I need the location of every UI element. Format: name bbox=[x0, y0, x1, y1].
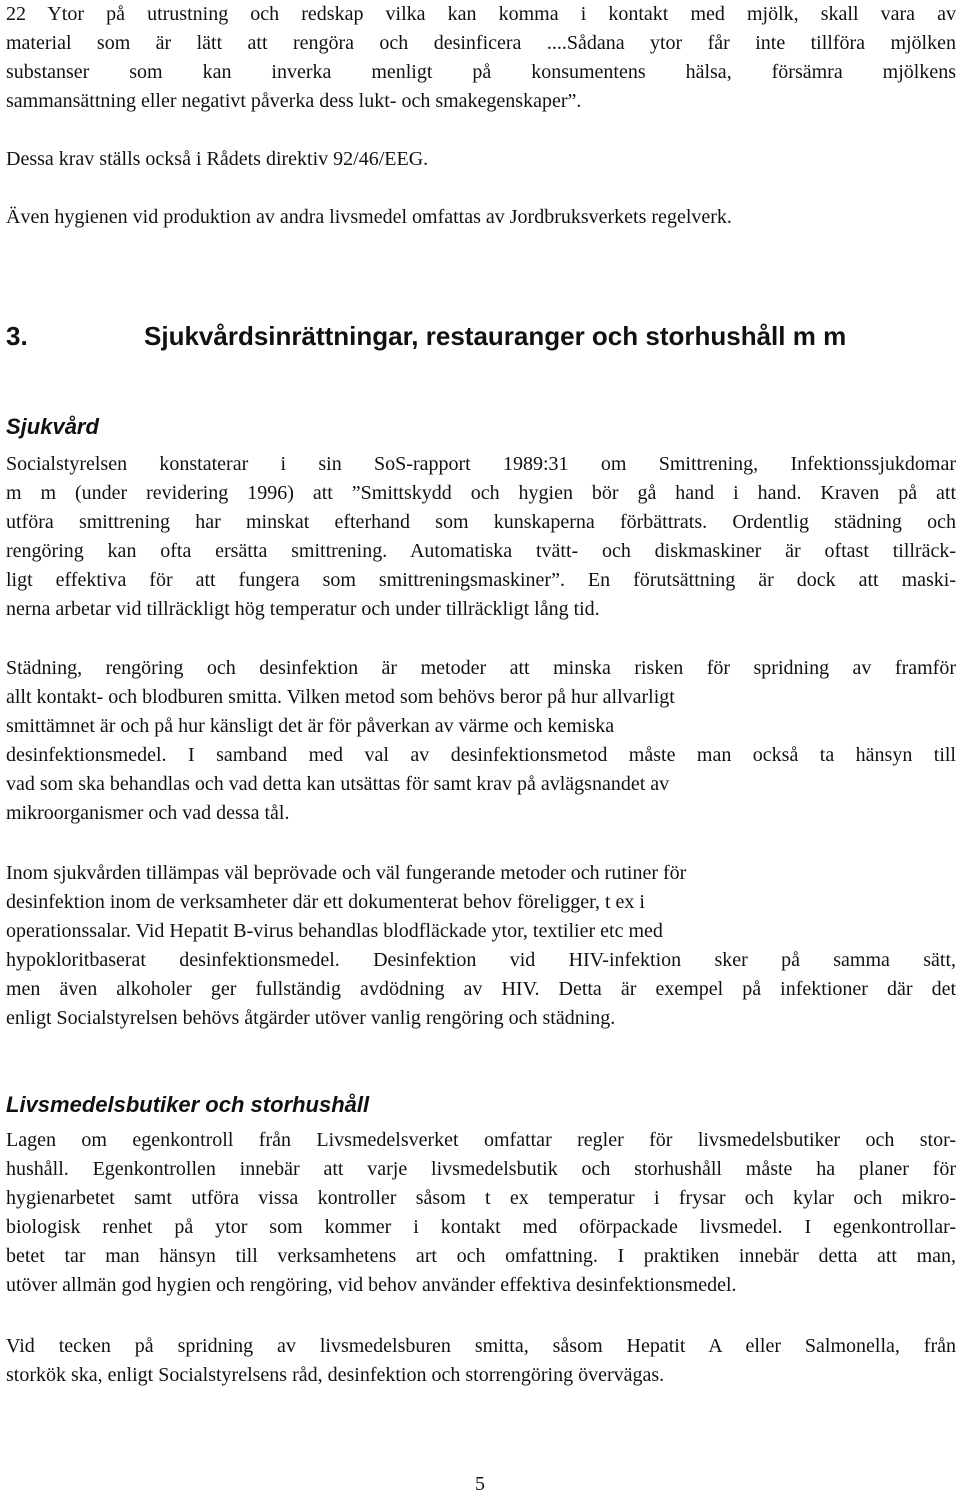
section-heading bbox=[6, 320, 846, 352]
page-number: 5 bbox=[475, 1473, 485, 1495]
subheading-livsmedelsbutiker: Livsmedelsbutiker och storhushåll bbox=[6, 1092, 370, 1117]
text-line: betet tar man hänsyn till verksamhetens art och omfattning. I praktiken innebär detta att man, bbox=[6, 1245, 956, 1267]
text-line: hypokloritbaserat desinfektionsmedel. Desinfektion vid HIV-infektion sker på samma sätt, bbox=[6, 949, 956, 971]
text-line: Vid tecken på spridning av livsmedelsburen smitta, såsom Hepatit A eller Salmonella, från bbox=[6, 1335, 956, 1357]
text-line: men även alkoholer ger fullständig avdödning av HIV. Detta är exempel på infektioner där det bbox=[6, 978, 956, 1000]
paragraph-sjukvarden-metoder bbox=[6, 859, 956, 1033]
paragraph-regulation-quote bbox=[6, 0, 956, 116]
text-line: utföra smittrening har minskat efterhand som kunskaperna förbättrats. Ordentlig städning och bbox=[6, 511, 956, 533]
paragraph-stadning bbox=[6, 654, 956, 828]
paragraph-egenkontroll bbox=[6, 1126, 956, 1300]
text-line: enligt Socialstyrelsen behövs åtgärder utöver vanlig rengöring och städning. bbox=[6, 1007, 616, 1029]
text-line: desinfektion inom de verksamheter där ett dokumenterat behov föreligger, t ex i bbox=[6, 891, 645, 913]
text-line: allt kontakt- och blodburen smitta. Vilken metod som behövs beror på hur allvarligt bbox=[6, 686, 675, 708]
paragraph-sos-rapport bbox=[6, 450, 956, 624]
text-line: hushåll. Egenkontrollen innebär att varje livsmedelsbutik och storhushåll måste ha planer för bbox=[6, 1158, 956, 1180]
text-line: mikroorganismer och vad dessa tål. bbox=[6, 802, 290, 824]
text-line: rengöring kan ofta ersätta smittrening. Automatiska tvätt- och diskmaskiner är oftast tillräck- bbox=[6, 540, 956, 562]
paragraph-directive bbox=[6, 145, 956, 174]
text-line: m m (under revidering 1996) att ”Smittskydd och hygien bör gå hand i hand. Kraven på att bbox=[6, 482, 956, 504]
text-line: Lagen om egenkontroll från Livsmedelsverket omfattar regler för livsmedelsbutiker och stor- bbox=[6, 1129, 956, 1151]
text-line: material som är lätt att rengöra och desinficera ....Sådana ytor får inte tillföra mjölken bbox=[6, 32, 956, 54]
text-line: Inom sjukvården tillämpas väl beprövade och väl fungerande metoder och rutiner för bbox=[6, 862, 687, 884]
text-line: Städning, rengöring och desinfektion är metoder att minska risken för spridning av framför bbox=[6, 657, 956, 679]
text-line: sammansättning eller negativt påverka dess lukt- och smakegenskaper”. bbox=[6, 90, 582, 112]
text-line: biologisk renhet på ytor som kommer i kontakt med oförpackade livsmedel. I egenkontrollar- bbox=[6, 1216, 956, 1238]
text-line: 22 Ytor på utrustning och redskap vilka kan komma i kontakt med mjölk, skall vara av bbox=[6, 3, 956, 25]
text-line: ligt effektiva för att fungera som smittreningsmaskiner”. En förutsättning är dock att maski- bbox=[6, 569, 956, 591]
text-line: utöver allmän god hygien och rengöring, vid behov använder effektiva desinfektionsmedel. bbox=[6, 1274, 737, 1296]
text-line: storkök ska, enligt Socialstyrelsens råd, desinfektion och storrengöring övervägas. bbox=[6, 1364, 665, 1386]
text-line: vad som ska behandlas och vad detta kan utsättas för samt krav på avlägsnandet av bbox=[6, 773, 670, 795]
subheading-sjukvard: Sjukvård bbox=[6, 414, 99, 439]
text-line: operationssalar. Vid Hepatit B-virus behandlas blodfläckade ytor, textilier etc med bbox=[6, 920, 663, 942]
text-line: smittämnet är och på hur känsligt det är för påverkan av värme och kemiska bbox=[6, 715, 615, 737]
text-line: Dessa krav ställs också i Rådets direktiv 92/46/EEG. bbox=[6, 148, 429, 170]
text-line: Socialstyrelsen konstaterar i sin SoS-rapport 1989:31 om Smittrening, Infektionssjukdomar bbox=[6, 453, 956, 475]
text-line: substanser som kan inverka menligt på konsumentens hälsa, försämra mjölkens bbox=[6, 61, 956, 83]
text-line: desinfektionsmedel. I samband med val av desinfektionsmetod måste man också ta hänsyn till bbox=[6, 744, 956, 766]
text-line: nerna arbetar vid tillräckligt hög temperatur och under tillräckligt lång tid. bbox=[6, 598, 600, 620]
paragraph-hygiene bbox=[6, 203, 956, 232]
section-number: 3. bbox=[6, 321, 28, 351]
text-line: hygienarbetet samt utföra vissa kontroller såsom t ex temperatur i frysar och kylar och mikro- bbox=[6, 1187, 956, 1209]
paragraph-livsmedelsburen-smitta bbox=[6, 1332, 956, 1390]
section-title: Sjukvårdsinrättningar, restauranger och storhushåll m m bbox=[144, 321, 847, 351]
text-line: Även hygienen vid produktion av andra livsmedel omfattas av Jordbruksverkets regelverk. bbox=[6, 206, 732, 228]
